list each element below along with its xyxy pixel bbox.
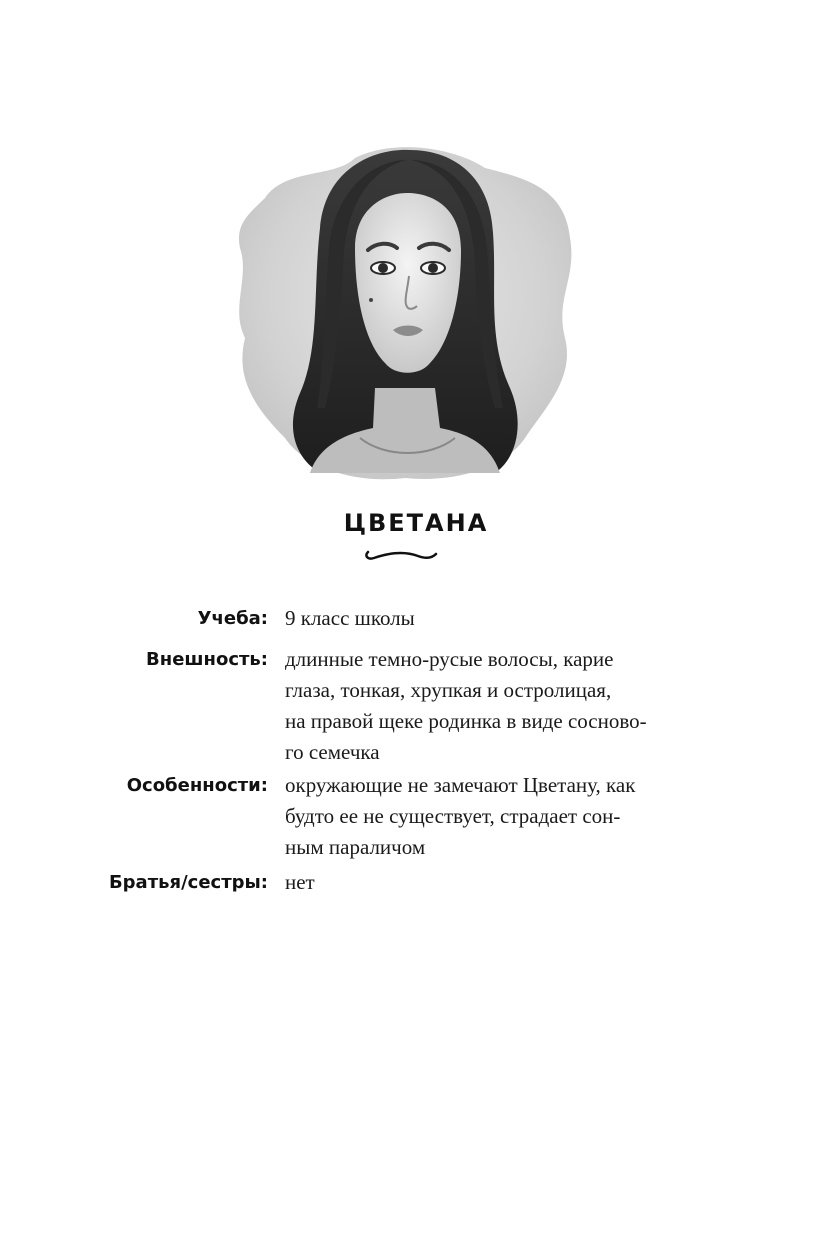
features-label: Особенности: bbox=[126, 775, 268, 796]
character-portrait bbox=[225, 138, 585, 490]
character-name: цветана bbox=[343, 500, 489, 540]
appearance-label: Внешность: bbox=[146, 649, 268, 670]
siblings-value: нет bbox=[285, 870, 315, 894]
education-value: 9 класс школы bbox=[285, 606, 415, 630]
siblings-label: Братья/сестры: bbox=[108, 872, 268, 893]
decorative-flourish bbox=[362, 544, 440, 564]
appearance-value: длинные темно-русые волосы, карие глаза, тонкая, хрупкая и остролицая, на правой щеке родинка в виде сосново- го семечка bbox=[285, 647, 647, 764]
education-label: Учеба: bbox=[197, 608, 268, 629]
features-value: окружающие не замечают Цветану, как будто ее не существует, страдает сон- ным параличом bbox=[285, 773, 636, 859]
